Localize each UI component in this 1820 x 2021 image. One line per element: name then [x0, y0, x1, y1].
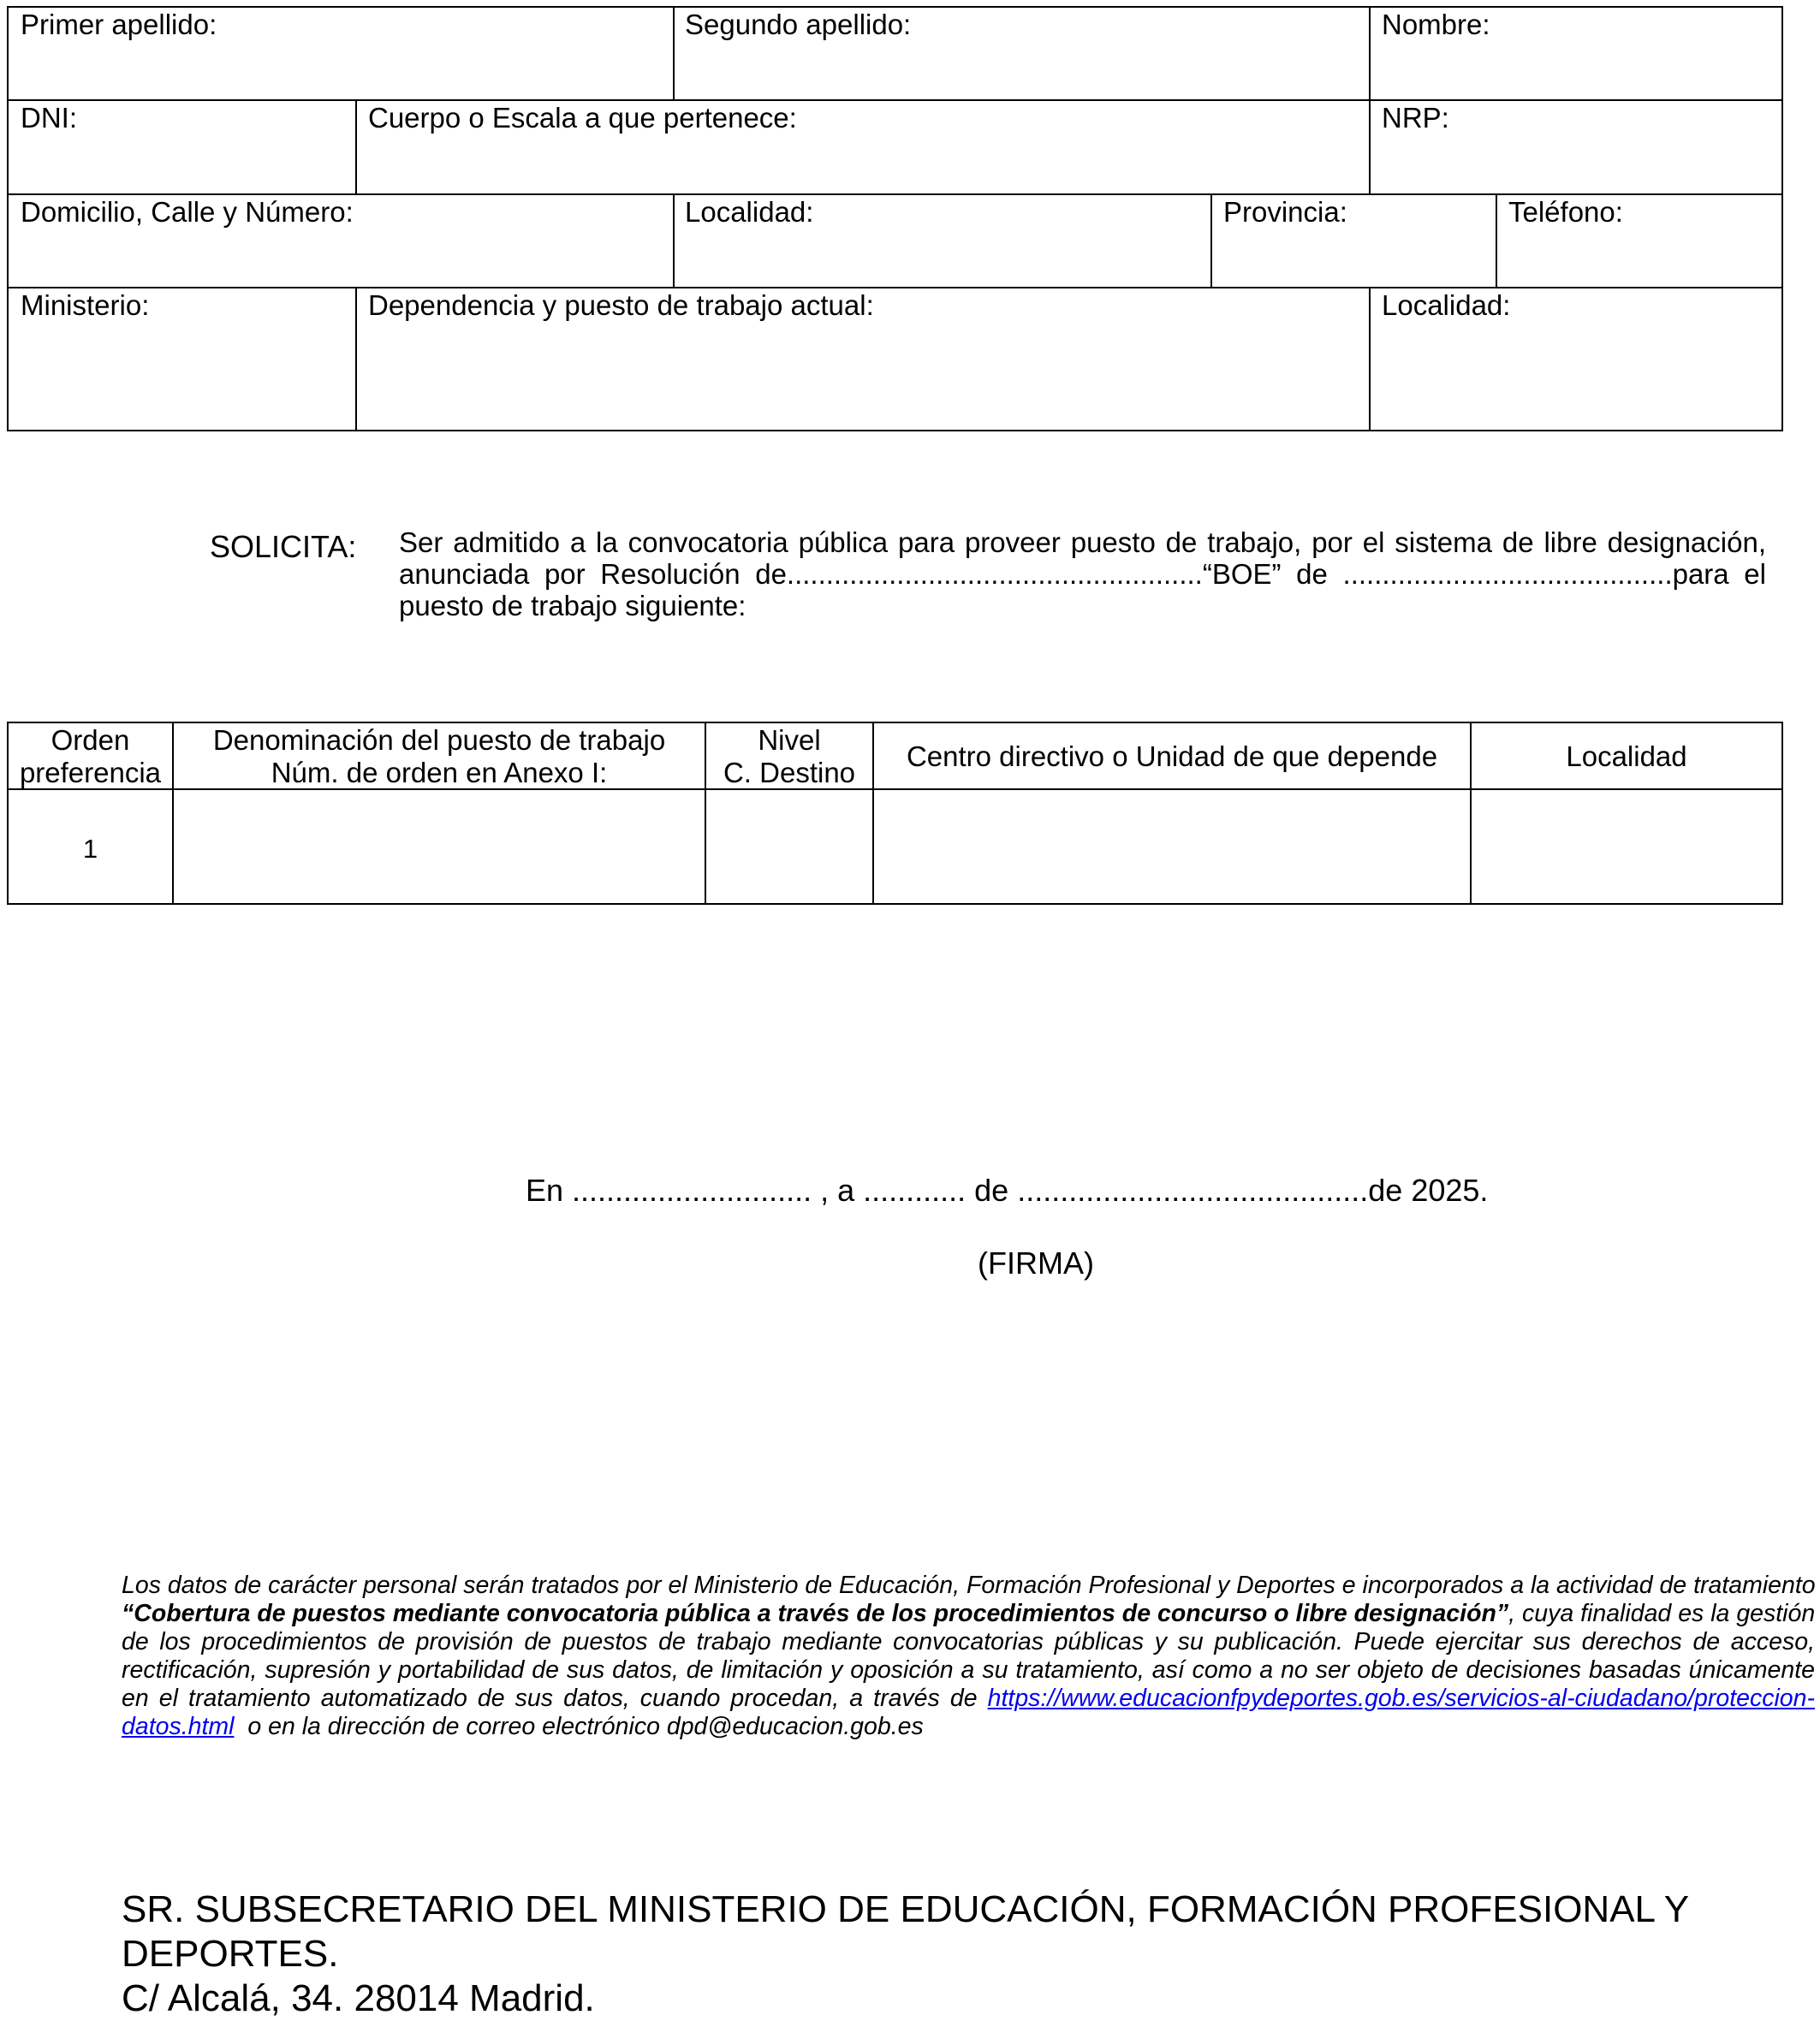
header-text: Denominación del puesto de trabajo [212, 724, 666, 756]
table-border [7, 6, 9, 431]
table-border [1369, 6, 1371, 101]
header-text: preferencia [19, 757, 162, 788]
table-border [1781, 6, 1783, 431]
solicita-line: anunciada por Resolución de.....................................................“BOE” de ..........................................para el [399, 558, 1766, 590]
date-place-line: En ............................ , a ............ de .........................................de 2025. [526, 1173, 1489, 1208]
field-cuerpo-escala[interactable]: Cuerpo o Escala a que pertenece: [368, 102, 797, 134]
table-border [7, 193, 1783, 195]
field-nrp[interactable]: NRP: [1382, 102, 1449, 134]
privacy-text: , cuya finalidad es la gestión [1508, 1600, 1816, 1627]
cell-localidad[interactable] [1473, 792, 1780, 901]
table-border [7, 99, 1783, 101]
recipient-address [122, 1887, 1689, 2021]
table-border [7, 722, 1783, 723]
table-border [1369, 99, 1371, 195]
column-header-centro: Centro directivo o Unidad de que depende [906, 740, 1438, 772]
solicita-line: Ser admitido a la convocatoria pública para proveer puesto de trabajo, por el sistema de libre designación, [399, 526, 1766, 558]
field-primer-apellido[interactable]: Primer apellido: [21, 9, 217, 40]
field-provincia[interactable]: Provincia: [1223, 196, 1347, 228]
table-border [673, 193, 675, 288]
cell-nivel[interactable] [708, 792, 871, 901]
table-border [1781, 722, 1783, 905]
privacy-line: Los datos de carácter personal serán tratados por el Ministerio de Educación, Formación Profesional y Deportes e incorporados a la actividad de tratamiento [122, 1572, 1816, 1599]
column-header-localidad: Localidad [1566, 740, 1687, 772]
treatment-activity-name: “Cobertura de puestos mediante convocatoria pública a través de los procedimientos de concurso o libre designación” [122, 1600, 1509, 1627]
field-telefono[interactable]: Teléfono: [1508, 196, 1623, 228]
privacy-line [122, 1600, 1815, 1628]
table-border [1369, 287, 1371, 431]
field-localidad-puesto[interactable]: Localidad: [1382, 289, 1511, 321]
column-header-denominacion [174, 724, 705, 789]
address-line: C/ Alcalá, 34. 28014 Madrid. [122, 1977, 595, 2019]
table-border [7, 6, 1783, 8]
header-text: C. Destino [723, 757, 856, 788]
table-border [7, 287, 1783, 288]
privacy-notice [122, 1572, 1815, 1741]
table-border [1210, 193, 1212, 288]
cell-denominacion[interactable] [175, 792, 703, 901]
field-dependencia-puesto[interactable]: Dependencia y puesto de trabajo actual: [368, 289, 874, 321]
privacy-text: o en la dirección de correo electrónico dpd@educacion.gob.es [234, 1713, 924, 1740]
row-orden: 1 [82, 834, 98, 864]
privacy-link[interactable]: datos.html [122, 1713, 235, 1740]
field-localidad[interactable]: Localidad: [685, 196, 814, 228]
privacy-line: de los procedimientos de provisión de puestos de trabajo mediante convocatorias públicas y su publicación. Puede ejercitar sus derechos de acceso, [122, 1628, 1815, 1655]
solicita-text [399, 526, 1766, 621]
privacy-link[interactable]: https://www.educacionfpydeportes.gob.es/servicios-al-ciudadano/proteccion- [987, 1685, 1815, 1712]
field-ministerio[interactable]: Ministerio: [21, 289, 150, 321]
solicita-label: SOLICITA: [210, 529, 357, 564]
privacy-line [122, 1713, 1815, 1741]
table-border [7, 430, 1783, 431]
address-line: SR. SUBSECRETARIO DEL MINISTERIO DE EDUCACIÓN, FORMACIÓN PROFESIONAL Y [122, 1888, 1690, 1930]
table-border [7, 903, 1783, 905]
field-domicilio[interactable]: Domicilio, Calle y Número: [21, 196, 354, 228]
address-line: DEPORTES. [122, 1933, 339, 1975]
privacy-line: rectificación, supresión y portabilidad de sus datos, de limitación y oposición a su tratamiento, así como a no ser objeto de decisiones basadas únicamente [122, 1656, 1815, 1684]
header-text: Orden [51, 724, 130, 756]
table-border [673, 6, 675, 101]
solicita-line: puesto de trabajo siguiente: [399, 590, 746, 621]
field-dni[interactable]: DNI: [21, 102, 77, 134]
firma-label: (FIRMA) [978, 1245, 1094, 1281]
privacy-text: en el tratamiento automatizado de sus datos, cuando procedan, a través de [122, 1685, 988, 1712]
table-border [355, 287, 357, 431]
field-segundo-apellido[interactable]: Segundo apellido: [685, 9, 912, 40]
field-nombre[interactable]: Nombre: [1382, 9, 1490, 40]
privacy-line [122, 1685, 1815, 1713]
header-text: Núm. de orden en Anexo I: [271, 757, 608, 788]
table-border [355, 99, 357, 195]
column-header-orden [9, 724, 172, 789]
cell-centro[interactable] [876, 792, 1468, 901]
column-header-nivel [706, 724, 872, 789]
header-text: Nivel [758, 724, 821, 756]
table-border [1496, 193, 1497, 288]
